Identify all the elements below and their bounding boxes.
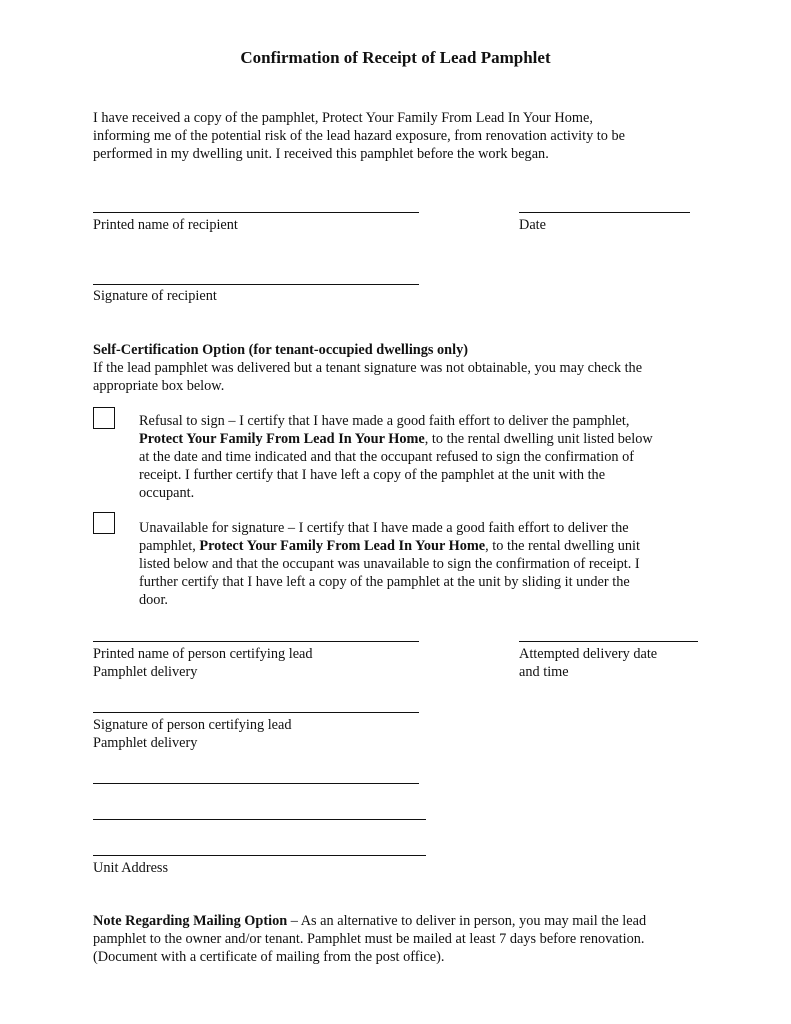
self-cert-heading: Self-Certification Option (for tenant-occupied dwellings only) [93,342,469,358]
intro-line: performed in my dwelling unit. I received this pamphlet before the work began. [93,146,549,162]
document-title: Confirmation of Receipt of Lead Pamphlet [240,48,551,67]
signature-recipient-line[interactable] [93,284,419,285]
unit-address-line-3[interactable] [93,855,426,856]
unavailable-line-rest: , to the rental dwelling unit [485,538,640,554]
attempted-delivery-label [519,645,657,681]
refusal-line-rest: , to the rental dwelling unit listed below [424,431,653,447]
attempted-delivery-line[interactable] [519,641,698,642]
mailing-note-line: pamphlet to the owner and/or tenant. Pamphlet must be mailed at least 7 days before renovation. [93,931,645,947]
refusal-line: Refusal to sign – I certify that I have made a good faith effort to deliver the pamphlet, [139,413,630,429]
pamphlet-title-bold: Protect Your Family From Lead In Your Home [199,538,486,554]
printed-name-certifier-label-line: Pamphlet delivery [93,664,198,680]
unavailable-line [139,537,699,555]
unavailable-line-pre: pamphlet, [139,538,200,554]
self-cert-intro-line: If the lead pamphlet was delivered but a tenant signature was not obtainable, you may check the [93,360,643,376]
printed-name-recipient-line[interactable] [93,212,419,213]
signature-certifier-label-line: Pamphlet delivery [93,735,198,751]
unavailable-option-text [139,519,699,609]
intro-line: I have received a copy of the pamphlet, Protect Your Family From Lead In Your Home, [93,110,593,126]
refusal-line: at the date and time indicated and that the occupant refused to sign the confirmation of [139,449,635,465]
unit-address-line-1[interactable] [93,783,419,784]
refusal-checkbox[interactable] [93,407,115,429]
date-label: Date [519,217,546,233]
mailing-note-line-rest: – As an alternative to deliver in person, you may mail the lead [287,913,647,929]
refusal-line [139,430,699,448]
printed-name-recipient-label: Printed name of recipient [93,217,238,233]
refusal-option-text [139,412,699,502]
date-line[interactable] [519,212,690,213]
unavailable-line: listed below and that the occupant was unavailable to sign the confirmation of receipt. I [139,556,640,572]
intro-line: informing me of the potential risk of the lead hazard exposure, from renovation activity to be [93,128,625,144]
attempted-delivery-label-line: Attempted delivery date [519,646,658,662]
mailing-note [93,912,703,966]
self-cert-section [93,341,703,395]
pamphlet-title-bold: Protect Your Family From Lead In Your Home [139,431,425,447]
signature-certifier-label [93,716,292,752]
unavailable-line: door. [139,592,168,608]
unavailable-line: Unavailable for signature – I certify that I have made a good faith effort to deliver the [139,520,629,536]
unit-address-line-2[interactable] [93,819,426,820]
mailing-note-line [93,912,703,930]
refusal-line: receipt. I further certify that I have left a copy of the pamphlet at the unit with the [139,467,606,483]
signature-certifier-line[interactable] [93,712,419,713]
refusal-line: occupant. [139,485,195,501]
unavailable-checkbox[interactable] [93,512,115,534]
mailing-note-line: (Document with a certificate of mailing from the post office). [93,949,445,965]
unit-address-label: Unit Address [93,860,169,876]
signature-recipient-label: Signature of recipient [93,288,217,304]
intro-paragraph [93,109,703,163]
printed-name-certifier-label [93,645,313,681]
self-cert-intro-line: appropriate box below. [93,378,225,394]
signature-certifier-label-line: Signature of person certifying lead [93,717,292,733]
attempted-delivery-label-line: and time [519,664,569,680]
unavailable-line: further certify that I have left a copy of the pamphlet at the unit by sliding it under the [139,574,630,590]
printed-name-certifier-line[interactable] [93,641,419,642]
mailing-note-heading: Note Regarding Mailing Option [93,913,288,929]
printed-name-certifier-label-line: Printed name of person certifying lead [93,646,313,662]
